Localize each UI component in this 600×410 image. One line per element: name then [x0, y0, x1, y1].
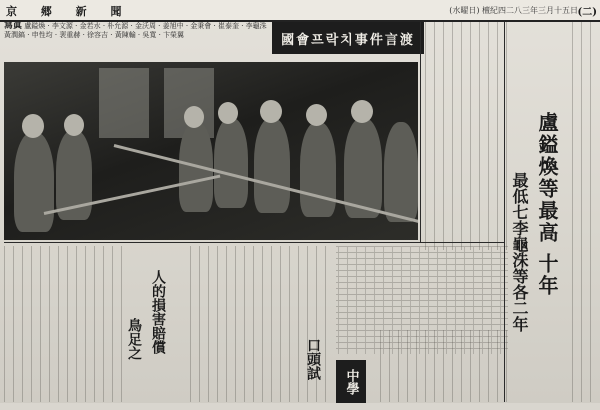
banner-headline-box: [272, 22, 424, 54]
caption-label: 寫眞: [4, 22, 23, 31]
banner-headline: 國會프락치事件言渡: [281, 32, 415, 48]
caption-names-line2: 黃潤鎬 · 申性均 · 裵重赫 · 徐容吉 · 黃陳輸 · 吳寬 · 卞榮翼: [4, 31, 185, 39]
paper-name: 京 郷 新 聞: [6, 5, 132, 18]
article-column-block: [572, 22, 598, 402]
masthead-bar: [0, 0, 600, 22]
photo-head: [22, 114, 44, 138]
article-column-block: [4, 246, 130, 402]
photo-window: [99, 68, 149, 138]
divider: [4, 242, 504, 243]
section-tag: 中學: [336, 360, 366, 403]
photo-head: [184, 106, 204, 128]
photo-figure: [254, 118, 290, 213]
side-headline: 口頭試: [305, 338, 321, 380]
sub-headline-col2: 鳥足之: [126, 318, 142, 360]
photo-figure: [384, 122, 418, 222]
photo-figure: [214, 118, 248, 208]
main-headline-line2: 最低七李龜洙等各二年: [510, 172, 529, 332]
divider: [420, 22, 421, 242]
photo-head: [64, 114, 84, 136]
sub-headline-col1: 人的損害賠償: [150, 270, 166, 354]
photo-head: [218, 102, 238, 124]
photo-figure: [300, 122, 336, 217]
photo-figure: [14, 132, 54, 232]
photo-head: [260, 100, 282, 123]
article-column-block: [380, 330, 508, 402]
main-headline-line1: 盧鎰煥等最高 十年: [535, 112, 559, 297]
article-column-block: [425, 22, 511, 250]
caption-names-line1: 盧鎰煥 · 李文源 · 金若水 · 朴允源 · 金沃周 · 姜旭中 · 金秉會 · 崔泰奎 · 李龜洙: [24, 22, 267, 30]
photo-head: [351, 100, 373, 123]
page-corner: (二): [577, 7, 597, 18]
photo-head: [306, 104, 327, 126]
issue-date: (水曜日) 檀紀四二八三年三月十五日: [449, 6, 578, 15]
courtroom-photo: [4, 62, 418, 240]
divider: [504, 22, 505, 402]
